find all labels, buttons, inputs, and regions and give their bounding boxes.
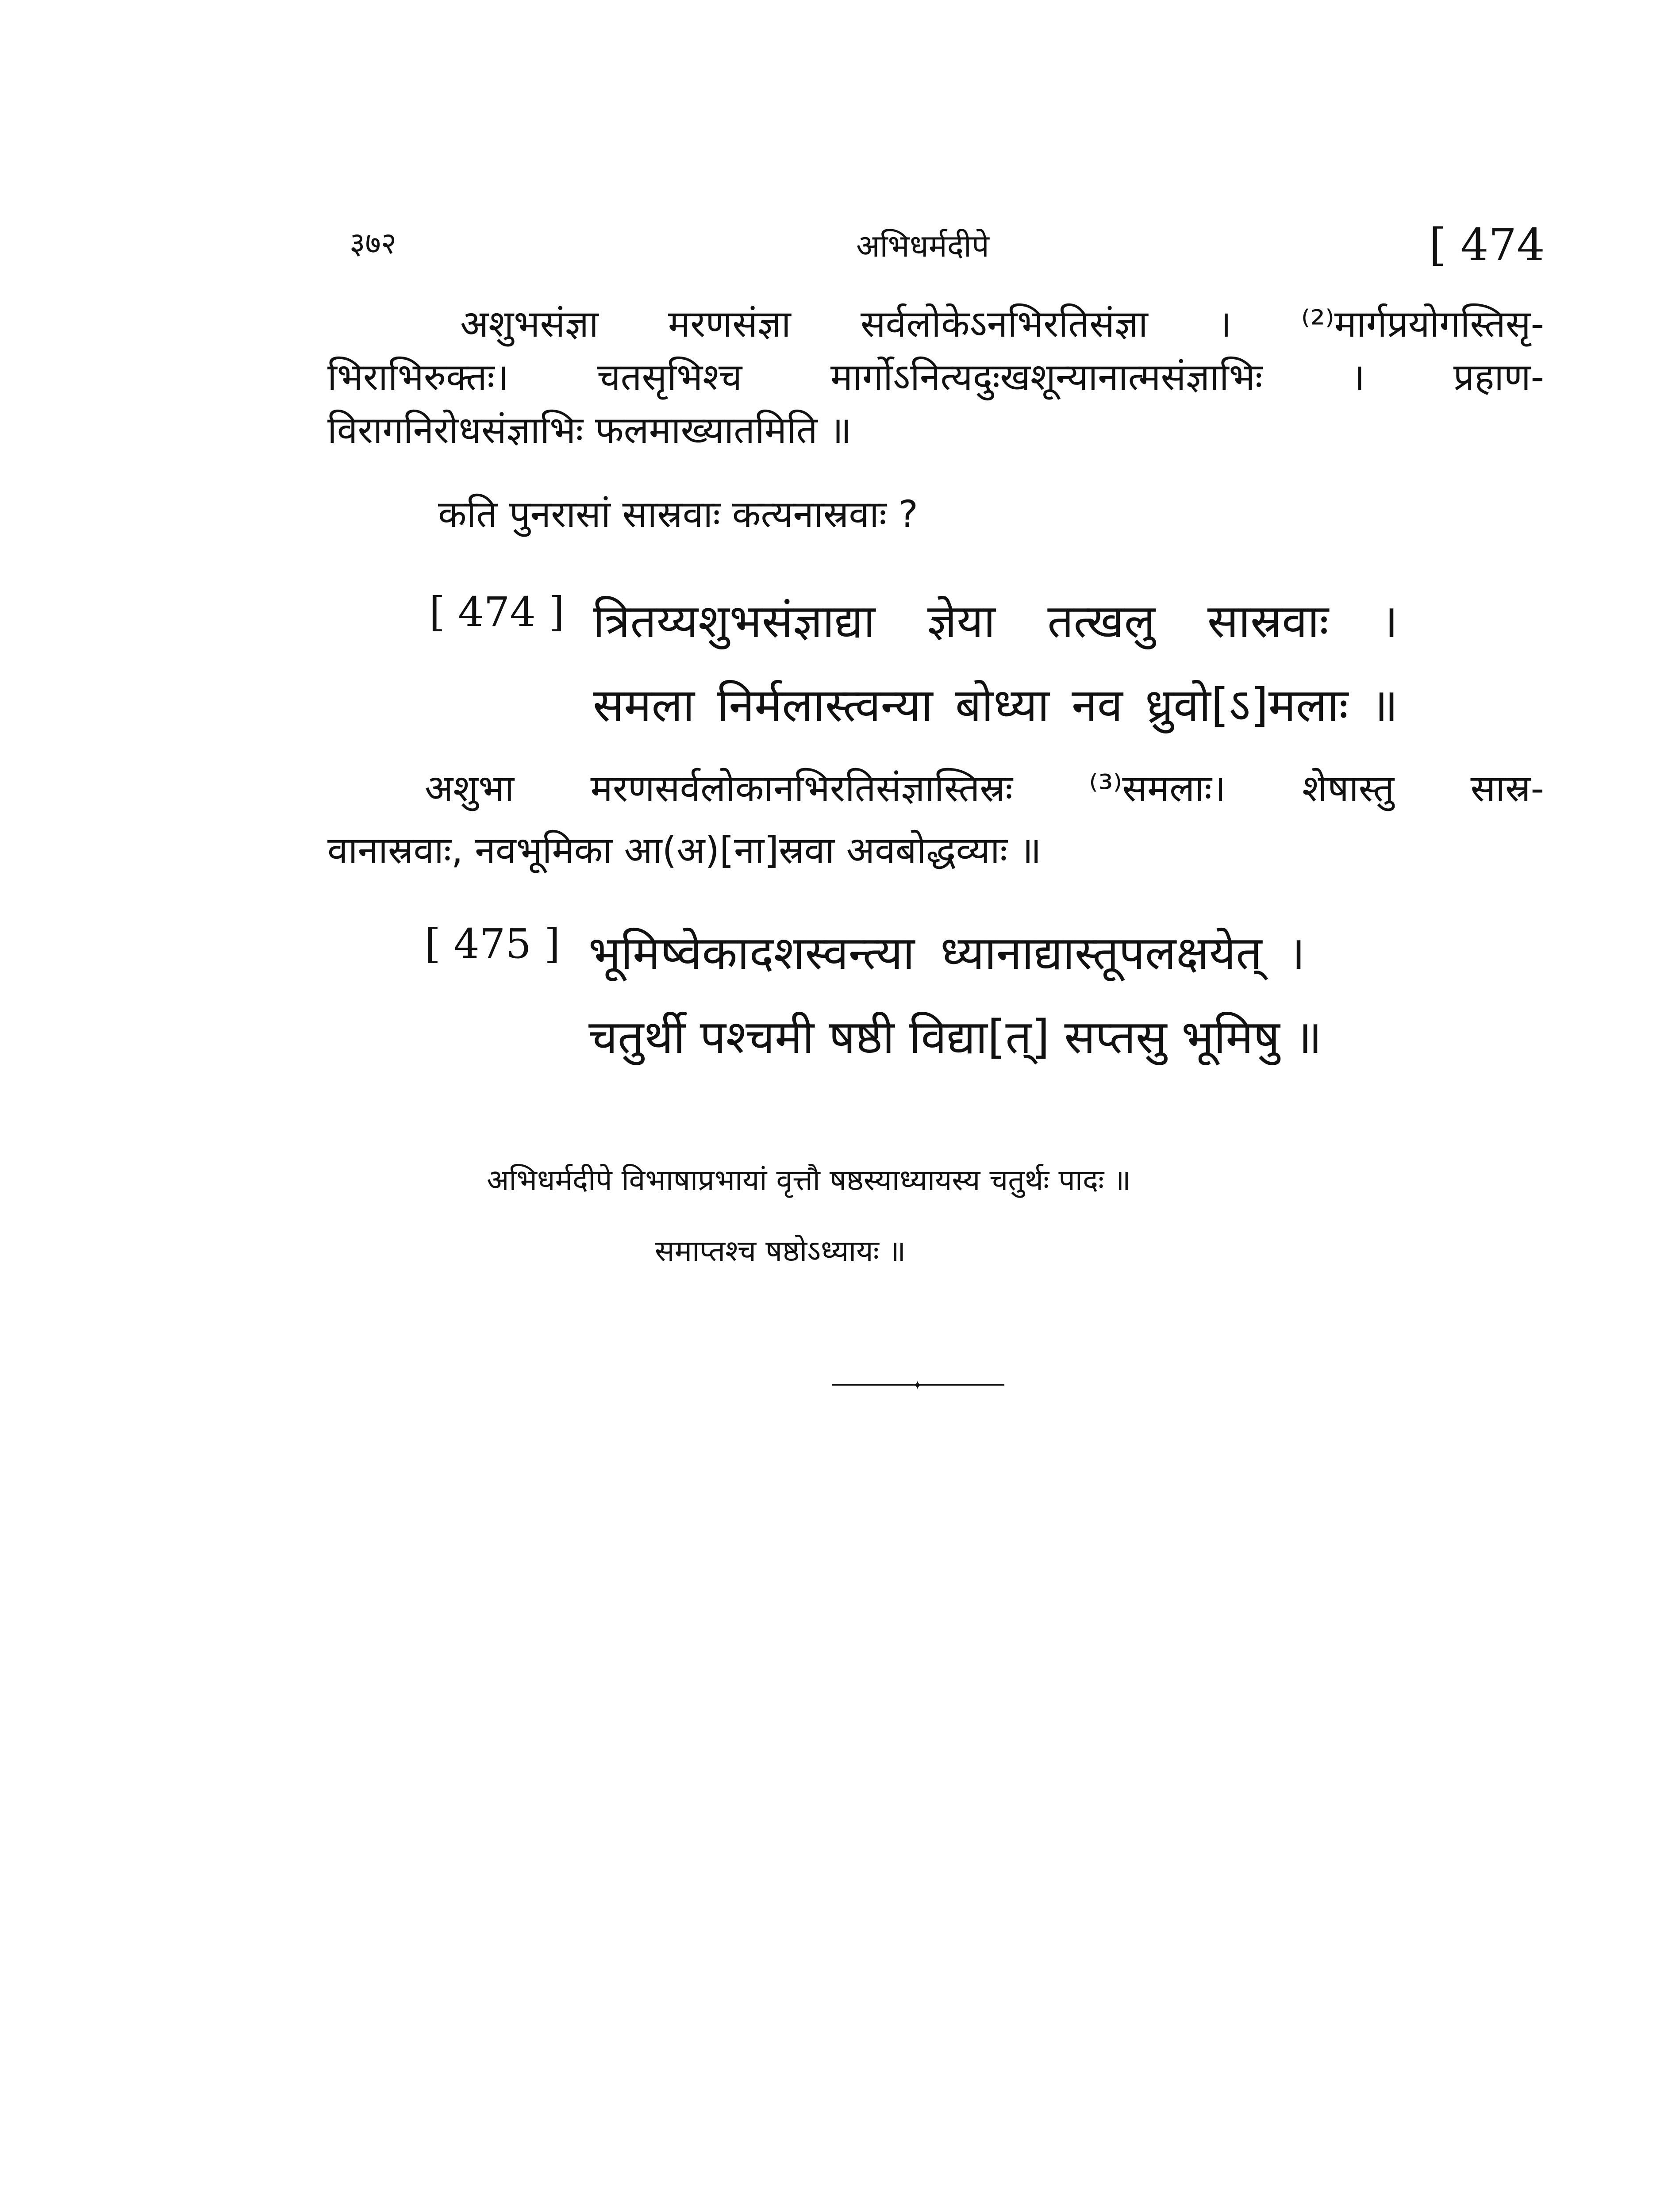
verse-475-line-2: चतुर्थी पश्चमी षष्ठी विद्या[त्] सप्तसु भूमिषु ॥ — [588, 1010, 1322, 1064]
commentary-2-line-2: वानास्रवाः, नवभूमिका आ(अ)[ना]स्रवा अवबोद्धव्याः ॥ — [327, 829, 1042, 872]
question-line: कति पुनरासां सास्रवाः कत्यनास्रवाः ? — [438, 492, 919, 536]
page-number-devanagari: ३७२ — [350, 226, 397, 261]
verse-475-number: [ 475 ] — [425, 920, 560, 968]
rule-ornament-icon: ✦ — [912, 1378, 923, 1393]
verse-474-line-2: समला निर्मलास्त्वन्या बोध्या नव ध्रुवो[ऽ]मलाः ॥ — [593, 678, 1398, 732]
commentary-2-line-1: अशुभा मरणसर्वलोकानभिरतिसंज्ञास्तिस्रः ⁽³⁾समलाः। शेषास्तु सास्र- — [425, 767, 1544, 810]
verse-475-line-1: भूमिष्वेकादशस्वन्त्या ध्यानाद्यास्तूपलक्षयेत् । — [588, 926, 1305, 980]
colophon-line-1: अभिधर्मदीपे विभाषाप्रभायां वृत्तौ षष्ठस्याध्यायस्य चतुर्थः पादः ॥ — [487, 1163, 1131, 1197]
page-number-latin: [ 474 — [1429, 219, 1545, 271]
verse-474-number: [ 474 ] — [429, 588, 565, 636]
commentary-1-line-3: विरागनिरोधसंज्ञाभिः फलमाख्यातमिति ॥ — [327, 408, 852, 452]
running-title: अभिधर्मदीपे — [856, 228, 989, 264]
colophon-line-2: समाप्तश्च षष्ठोऽध्यायः ॥ — [655, 1234, 906, 1268]
commentary-1-line-1: अशुभसंज्ञा मरणसंज्ञा सर्वलोकेऽनभिरतिसंज्ञा । ⁽²⁾मार्गप्रयोगस्तिसृ- — [460, 302, 1544, 346]
verse-474-line-1: त्रितय्यशुभसंज्ञाद्या ज्ञेया तत्खलु सास्रवाः । — [593, 594, 1398, 648]
commentary-1-line-2: भिराभिरुक्तः। चतसृभिश्च मार्गोऽनित्यदुःखशून्यानात्मसंज्ञाभिः । प्रहाण- — [327, 355, 1544, 399]
